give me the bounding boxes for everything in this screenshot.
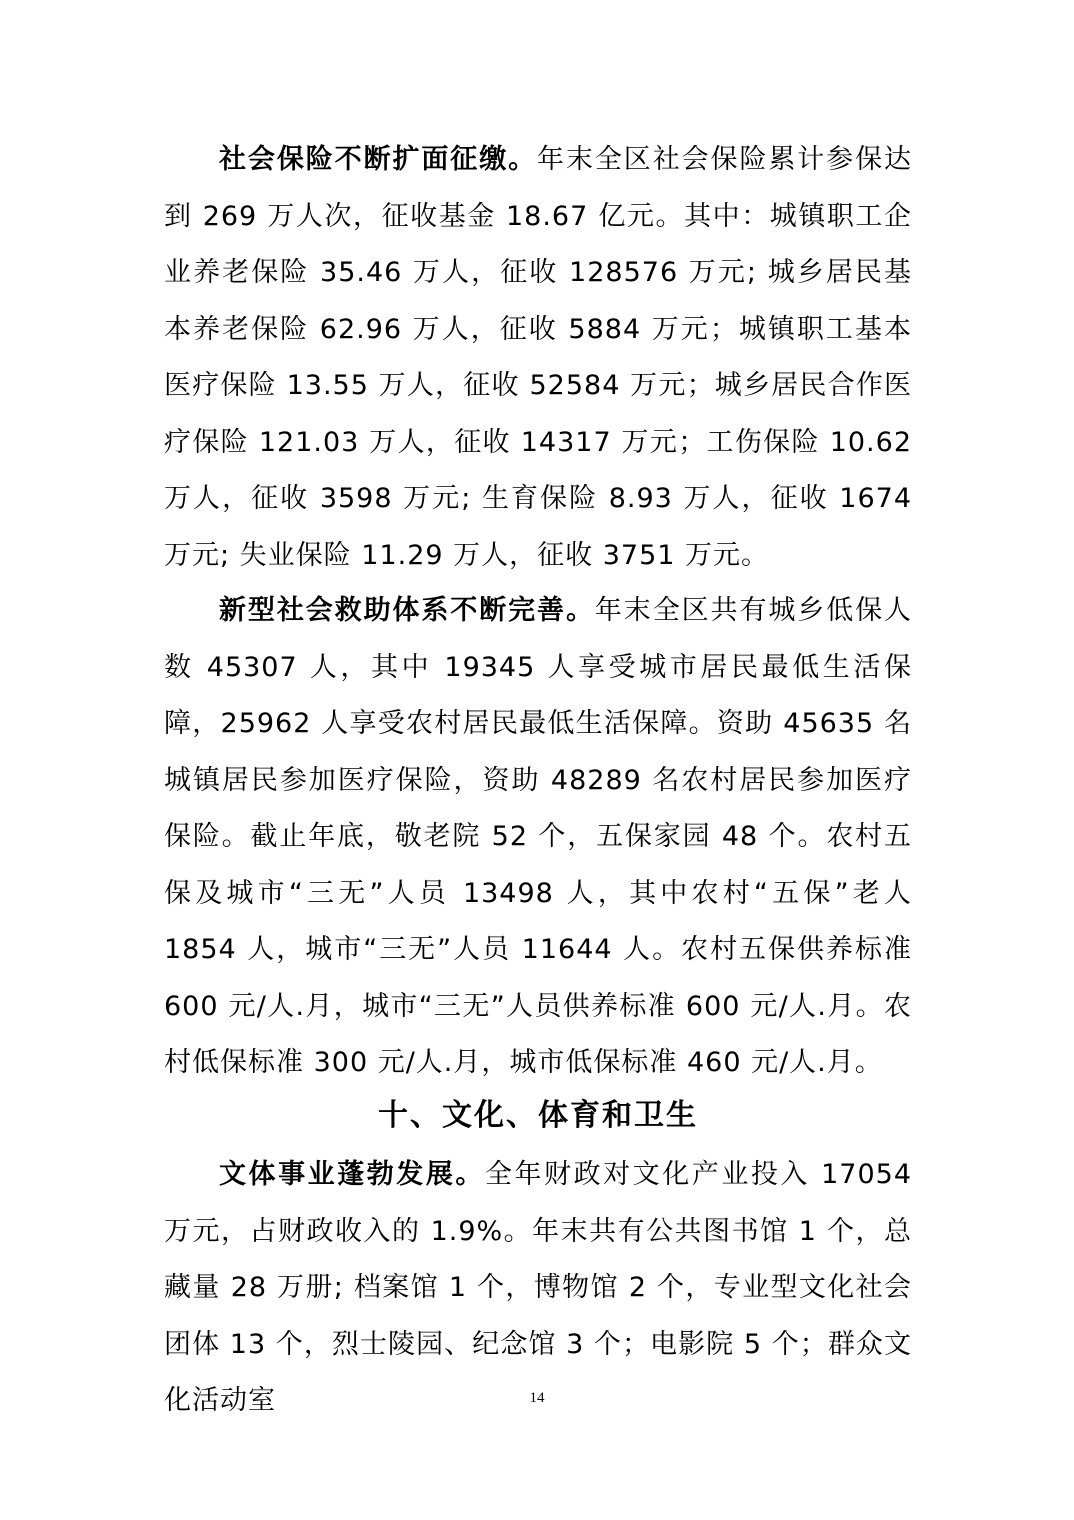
section-heading: 十、文化、体育和卫生 <box>378 1098 698 1133</box>
paragraph-body: 年末全区共有城乡低保人数 45307 人，其中 19345 人享受城市居民最低生活保障，25962 人享受农村居民最低生活保障。资助 45635 名城镇居民参加医疗保险，资助 48289 名农村居民参加医疗保险。截止年底，敬老院 52 个，五保家园 48 个。农村五保及城市“三无”人员 13498 人，其中农村“五保”老人 1854 人，城市“三无”人员 11644 人。农村五保供养标准 600 元/人.月，城市“三无”人员供养标准 600 元/人.月。农村低保标准 300 元/人.月，城市低保标准 460 元/人.月。 <box>164 595 913 1078</box>
paragraph-lead: 新型社会救助体系不断完善。 <box>219 595 595 626</box>
paragraph-social-assistance <box>164 583 912 1092</box>
paragraph-body: 年末全区社会保险累计参保达到 269 万人次，征收基金 18.67 亿元。其中：城镇职工企业养老保险 35.46 万人，征收 128576 万元; 城乡居民基本养老保险 62.96 万人，征收 5884 万元；城镇职工基本医疗保险 13.55 万人，征收 52584 万元；城乡居民合作医疗保险 121.03 万人，征收 14317 万元；工伤保险 10.62 万人，征收 3598 万元; 生育保险 8.93 万人，征收 1674 万元; 失业保险 11.29 万人，征收 3751 万元。 <box>164 144 913 571</box>
paragraph-lead: 社会保险不断扩面征缴。 <box>219 144 538 175</box>
page-number: 14 <box>529 1390 545 1406</box>
paragraph-body: 全年财政对文化产业投入 17054 万元，占财政收入的 1.9%。年末共有公共图书馆 1 个，总藏量 28 万册; 档案馆 1 个，博物馆 2 个，专业型文化社会团体 13 个，烈士陵园、纪念馆 3 个；电影院 5 个；群众文化活动室 <box>164 1159 912 1416</box>
paragraph-social-insurance <box>164 132 912 584</box>
paragraph-culture-sports <box>164 1147 912 1430</box>
paragraph-lead: 文体事业蓬勃发展。 <box>219 1159 485 1190</box>
